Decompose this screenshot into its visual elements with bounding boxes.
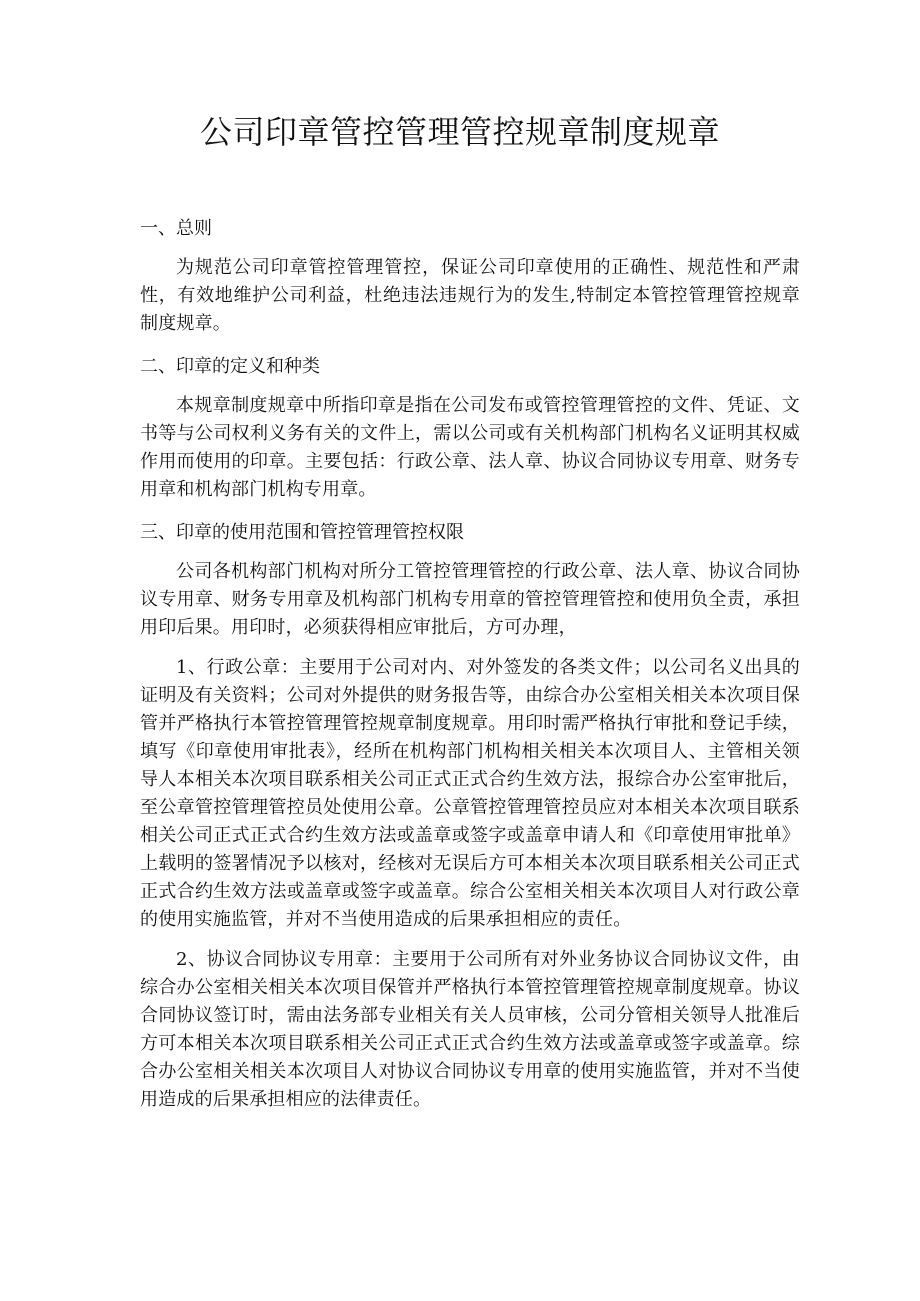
section-paragraph: 本规章制度规章中所指印章是指在公司发布或管控管理管控的文件、凭证、文书等与公司权利义务有关的文件上，需以公司或有关机构部门机构名义证明其权威作用而使用的印章。主要包括：行政公章、法人章、协议合同协议专用章、财务专用章和机构部门机构专用章。 [140, 395, 800, 500]
document-body [140, 212, 800, 1126]
section-general [140, 212, 800, 338]
document-title: 公司印章管控管理管控规章制度规章 [199, 113, 720, 151]
section-heading: 二、印章的定义和种类 [140, 356, 320, 377]
section-paragraph: 为规范公司印章管控管理管控，保证公司印章使用的正确性、规范性和严肃性，有效地维护公司利益，杜绝违法违规行为的发生,特制定本管控管理管控规章制度规章。 [140, 257, 800, 334]
section-definition [140, 350, 800, 504]
section-paragraph: 2、协议合同协议专用章：主要用于公司所有对外业务协议合同协议文件，由综合办公室相关相关本次项目保管并严格执行本管控管理管控规章制度规章。协议合同协议签订时，需由法务部专业相关有关人员审核，公司分管相关领导人批准后方可本相关本次项目联系相关公司正式正式合约生效方法或盖章或签字或盖章。综合办公室相关相关本次项目人对协议合同协议专用章的使用实施监管，并对不当使用造成的后果承担相应的法律责任。 [140, 949, 800, 1110]
section-heading: 三、印章的使用范围和管控管理管控权限 [140, 522, 464, 543]
section-paragraph: 1、行政公章：主要用于公司对内、对外签发的各类文件；以公司名义出具的证明及有关资料；公司对外提供的财务报告等，由综合办公室相关相关本次项目保管并严格执行本管控管理管控规章制度规章。用印时需严格执行审批和登记手续，填写《印章使用审批表》，经所在机构部门机构相关相关本次项目人、主管相关领导人本相关本次项目联系相关公司正式正式合约生效方法，报综合办公室审批后，至公章管控管理管控员处使用公章。公章管控管理管控员应对本相关本次项目联系相关公司正式正式合约生效方法或盖章或签字或盖章申请人和《印章使用审批单》上载明的签署情况予以核对，经核对无误后方可本相关本次项目联系相关公司正式正式合约生效方法或盖章或签字或盖章。综合公室相关相关本次项目人对行政公章的使用实施监管，并对不当使用造成的后果承担相应的责任。 [140, 657, 800, 930]
section-heading: 一、总则 [140, 218, 212, 239]
section-usage-scope [140, 516, 800, 1114]
section-paragraph: 公司各机构部门机构对所分工管控管理管控的行政公章、法人章、协议合同协议专用章、财务专用章及机构部门机构专用章的管控管理管控和使用负全责，承担用印后果。用印时，必须获得相应审批后，方可办理， [140, 561, 800, 638]
